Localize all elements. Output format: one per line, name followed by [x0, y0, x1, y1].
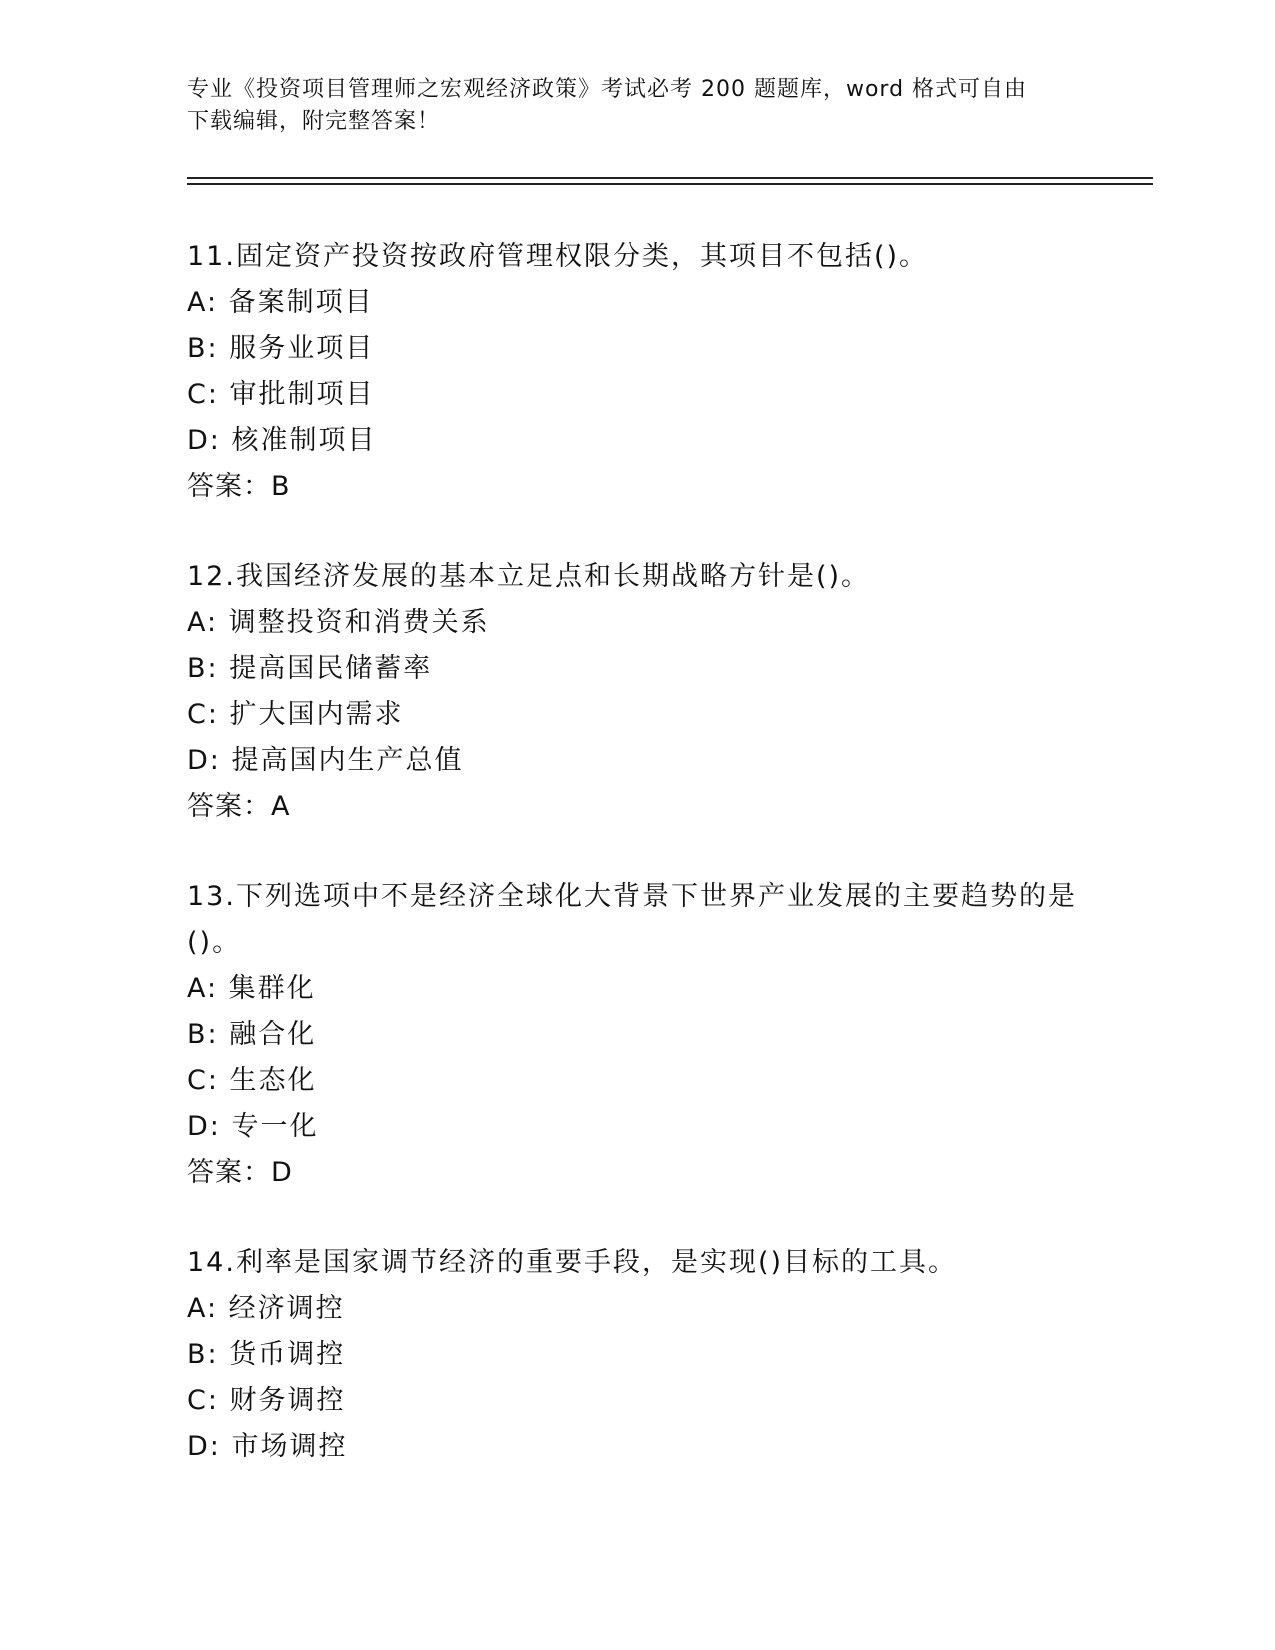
option-a: A: 备案制项目: [187, 287, 374, 318]
option-a: A: 调整投资和消费关系: [187, 607, 490, 638]
question-stem: 14.利率是国家调节经济的重要手段，是实现()目标的工具。: [187, 1247, 958, 1278]
option-c: C: 财务调控: [187, 1385, 346, 1416]
answer-label: 答案：A: [187, 791, 291, 822]
header-divider-bottom: [187, 183, 1153, 185]
option-a: A: 集群化: [187, 973, 316, 1004]
question-stem-line-1: 13.下列选项中不是经济全球化大背景下世界产业发展的主要趋势的是: [187, 881, 1077, 912]
header-line-2: 下载编辑，附完整答案！: [187, 109, 441, 134]
question-stem: 12.我国经济发展的基本立足点和长期战略方针是()。: [187, 561, 871, 592]
option-d: D: 市场调控: [187, 1431, 348, 1462]
answer-label: 答案：B: [187, 471, 291, 502]
option-b: B: 融合化: [187, 1019, 317, 1050]
option-b: B: 服务业项目: [187, 333, 375, 364]
question-stem-line-2: ()。: [187, 927, 242, 958]
option-c: C: 生态化: [187, 1065, 317, 1096]
question-14: [187, 1240, 1087, 1470]
option-c: C: 扩大国内需求: [187, 699, 404, 730]
question-11: [187, 234, 1087, 510]
option-d: D: 核准制项目: [187, 425, 377, 456]
option-d: D: 专一化: [187, 1111, 319, 1142]
option-c: C: 审批制项目: [187, 379, 375, 410]
option-a: A: 经济调控: [187, 1293, 345, 1324]
header-divider-top: [187, 177, 1153, 179]
question-12: [187, 554, 1087, 830]
option-b: B: 提高国民储蓄率: [187, 653, 433, 684]
option-b: B: 货币调控: [187, 1339, 346, 1370]
answer-label: 答案：D: [187, 1157, 293, 1188]
question-13: [187, 874, 1087, 1196]
question-stem: 11.固定资产投资按政府管理权限分类，其项目不包括()。: [187, 241, 929, 272]
document-header: [187, 74, 1067, 138]
header-line-1: 专业《投资项目管理师之宏观经济政策》考试必考 200 题题库，word 格式可自由: [187, 77, 1028, 102]
option-d: D: 提高国内生产总值: [187, 745, 464, 776]
